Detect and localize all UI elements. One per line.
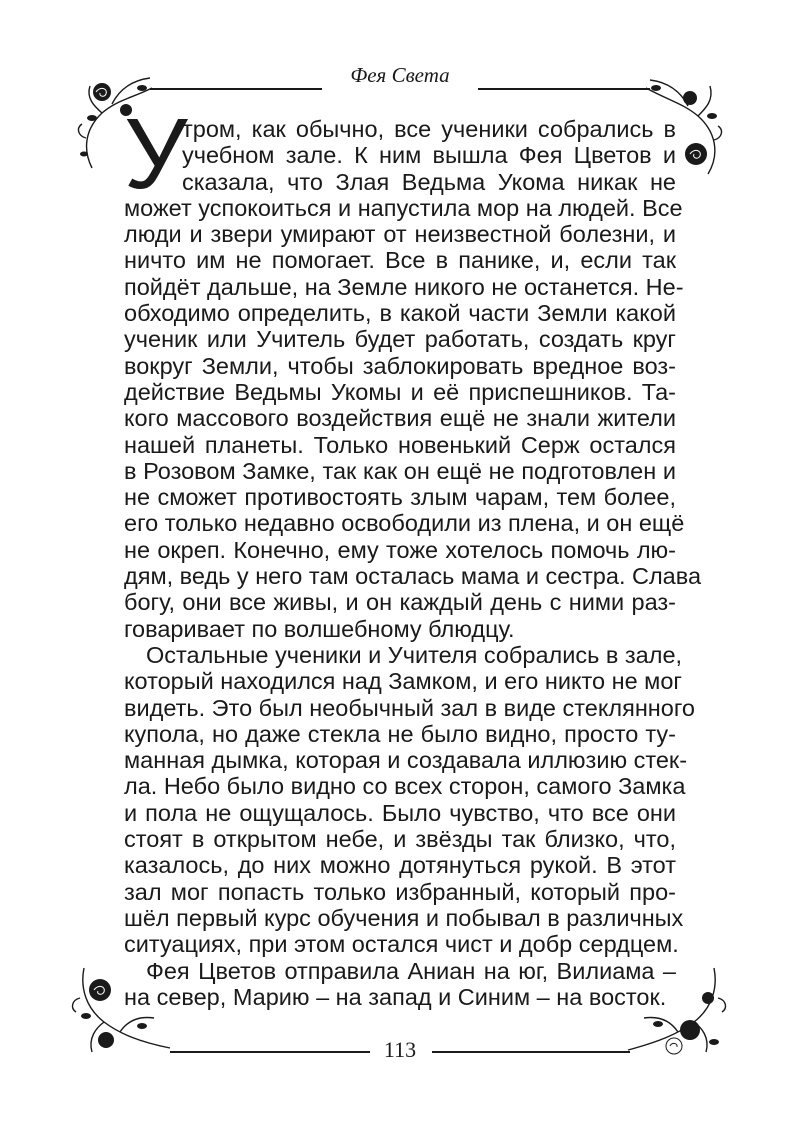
drop-cap: У xyxy=(124,98,188,210)
text-line: учебном зале. К ним вышла Фея Цветов и xyxy=(182,142,676,169)
paragraph xyxy=(124,641,695,958)
header-rule-right xyxy=(478,88,650,90)
text-line: вокруг Земли, чтобы заблокировать вредное воз- xyxy=(124,352,676,379)
text-line: ученик или Учитель будет работать, создать круг xyxy=(124,326,676,353)
header-rule-left xyxy=(150,88,322,90)
text-line: не окреп. Конечно, ему тоже хотелось помочь лю- xyxy=(124,536,676,563)
text-line: его только недавно освободили из плена, и он ещё xyxy=(124,510,685,537)
text-line: кого массового воздействия ещё не знали жители xyxy=(124,405,676,432)
text-line: может успокоиться и напустила мор на людей. Все xyxy=(124,194,683,221)
text-line: стоят в открытом небе, и звёзды так близко, что, xyxy=(124,826,676,853)
text-line: манная дымка, которая и создавала иллюзию стек- xyxy=(124,747,688,774)
text-line: в Розовом Замке, так как он ещё не подготовлен и xyxy=(124,457,676,484)
text-line: не сможет противостоять злым чарам, тем более, xyxy=(124,484,676,511)
paragraph xyxy=(124,958,676,1011)
text-line: видеть. Это был необычный зал в виде стеклянного xyxy=(124,694,695,721)
body-text xyxy=(124,116,702,1010)
text-line: шёл первый курс обучения и побывал в различных xyxy=(124,904,684,931)
text-line: люди и звери умирают от неизвестной болезни, и xyxy=(124,221,676,248)
text-line: тром, как обычно, все ученики собрались в xyxy=(182,116,676,142)
text-line: ничто им не помогает. Все в панике, и, если так xyxy=(124,247,676,274)
page-number: 113 xyxy=(383,1037,417,1062)
text-line: действие Ведьмы Укомы и её приспешников. Та- xyxy=(124,378,676,405)
text-line: говаривает по волшебному блюдцу. xyxy=(124,615,515,642)
text-line: богу, они все живы, и он каждый день с ними раз- xyxy=(124,589,676,616)
text-line: сказала, что Злая Ведьма Укома никак не xyxy=(182,168,676,195)
paragraph xyxy=(124,116,702,642)
text-line: нашей планеты. Только новенький Серж остался xyxy=(124,431,676,458)
text-line: который находился над Замком, и его никто не мог xyxy=(124,668,682,695)
text-line: и пола не ощущалось. Было чувство, что все они xyxy=(124,799,676,826)
text-line: купола, но даже стекла не было видно, просто ту- xyxy=(124,720,676,747)
text-line: дям, ведь у него там осталась мама и сестра. Слава xyxy=(124,563,702,590)
text-line: на север, Марию – на запад и Синим – на восток. xyxy=(124,983,667,1010)
text-line: ситуациях, при этом остался чист и добр сердцем. xyxy=(124,931,679,958)
text-line: пойдёт дальше, на Земле никого не останется. Не- xyxy=(124,273,684,300)
text-line: Остальные ученики и Учителя собрались в зале, xyxy=(146,641,683,668)
text-line: обходимо определить, в какой части Земли какой xyxy=(124,300,676,327)
text-line: зал мог попасть только избранный, который про- xyxy=(124,878,676,905)
text-line: казалось, до них можно дотянуться рукой. В этот xyxy=(124,852,676,879)
text-line: ла. Небо было видно со всех сторон, самого Замка xyxy=(124,773,686,800)
running-header-title: Фея Света xyxy=(350,63,450,87)
text-line: Фея Цветов отправила Аниан на юг, Вилиама – xyxy=(146,957,676,984)
